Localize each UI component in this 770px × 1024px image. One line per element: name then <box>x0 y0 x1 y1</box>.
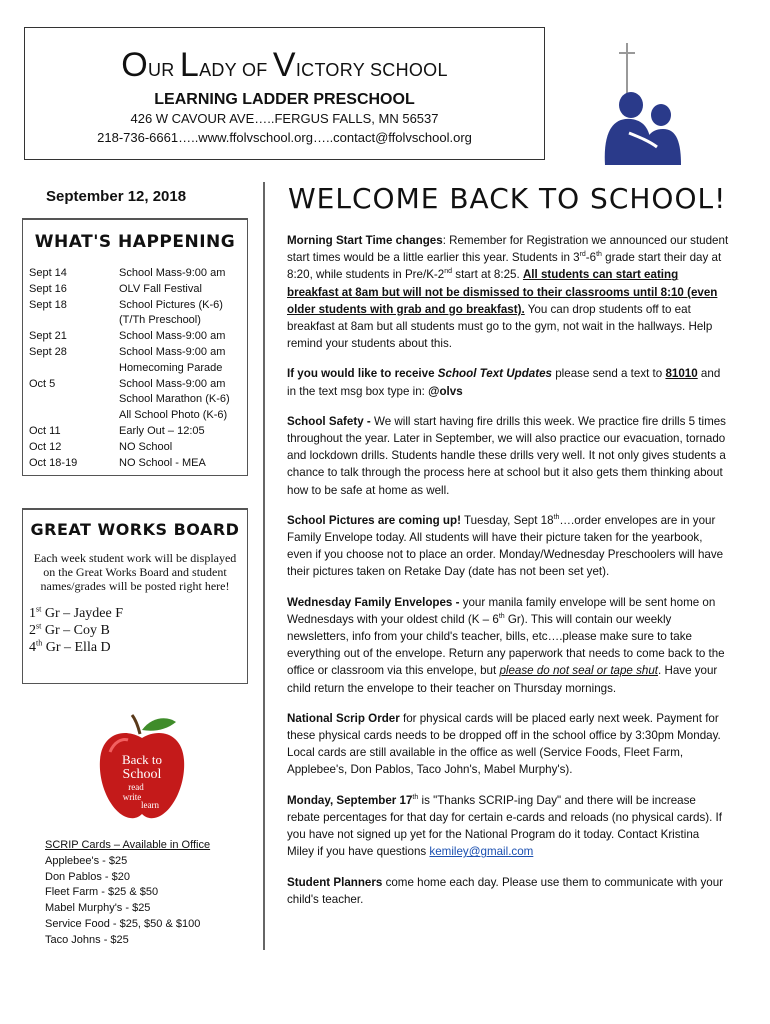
great-works-grades <box>29 605 247 656</box>
scrip-item: Taco Johns - $25 <box>45 933 129 946</box>
great-works-text: Each week student work will be displayed on the Great Works Board and student names/grades will be posted right here! <box>33 551 237 593</box>
event-date: Sept 16 <box>29 282 67 295</box>
event-description: School Mass-9:00 am <box>119 267 226 279</box>
event-date: Oct 12 <box>29 440 62 453</box>
apple-line5: learn <box>141 800 159 810</box>
event-description: School Pictures (K-6) <box>119 298 223 311</box>
school-address: 426 W CAVOUR AVE…..FERGUS FALLS, MN 56537 <box>130 111 439 126</box>
school-name: OUR LADY OF VICTORY SCHOOL <box>121 46 448 84</box>
column-divider <box>263 182 265 950</box>
grade-entry: 4th Gr – Ella D <box>29 638 111 655</box>
event-date <box>29 392 119 408</box>
event-date <box>29 361 119 377</box>
event-description: Early Out – 12:05 <box>119 424 205 437</box>
preschool-name: LEARNING LADDER PRESCHOOL <box>154 91 415 108</box>
great-works-box <box>22 508 248 684</box>
article-pictures: School Pictures are coming up! Tuesday, Sept 18th….order envelopes are in your Family Envelope today. All students will have their picture taken for the yearbook, even if you choose not to place an order. Monday/Wednesday Preschoolers will have their pictures taken on Retake Day (date has not been set yet). <box>287 513 724 579</box>
scrip-item: Fleet Farm - $25 & $50 <box>45 886 159 899</box>
school-logo-icon <box>585 37 685 167</box>
event-date <box>29 408 119 424</box>
events-list <box>29 266 247 471</box>
email-link[interactable]: kemiley@gmail.com <box>429 845 534 859</box>
article-safety: School Safety - We will start having fire drills this week. We practice fire drills 5 times throughout the year. Later in September, we will also practice our evacuation, tornado and lockdown drills. Students handle these drills very well. It not only gives students a chance to talk through the process here at school but it also gets them thinking about how to be safe at home as well. <box>287 414 726 497</box>
event-row <box>29 282 247 298</box>
event-row <box>29 424 247 440</box>
event-description: Homecoming Parade <box>119 361 223 374</box>
event-date: Oct 18-19 <box>29 456 78 469</box>
event-description: All School Photo (K-6) <box>119 409 228 422</box>
event-description: School Mass-9:00 am <box>119 345 226 358</box>
event-description: (T/Th Preschool) <box>119 314 201 327</box>
event-description: School Mass-9:00 am <box>119 377 226 390</box>
event-row <box>29 266 247 282</box>
event-row <box>29 408 247 424</box>
grade-entry: 2st Gr – Coy B <box>29 621 110 638</box>
scrip-item: Mabel Murphy's - $25 <box>45 902 151 915</box>
event-row <box>29 361 247 377</box>
event-row <box>29 377 247 393</box>
apple-line4: write <box>122 792 142 802</box>
apple-back-to-school-icon <box>96 712 188 822</box>
scrip-item: Service Food - $25, $50 & $100 <box>45 917 201 930</box>
article-envelopes: Wednesday Family Envelopes - your manila family envelope will be sent home on Wednesdays with your oldest child (K – 6th Gr). This will contain our weekly newsletters, info from your child's teacher, bills, etc….please make sure to take everything out of the envelope. Return any paperwork that needs to come back to the office or classroom via this envelope, but please do not seal or tape shut. Have your child return the envelope to their teacher on Thursday mornings. <box>287 595 725 695</box>
event-row <box>29 345 247 361</box>
event-date: Oct 11 <box>29 424 61 437</box>
whats-happening-title: WHAT'S HAPPENING <box>34 232 236 252</box>
apple-line2: School <box>122 767 162 782</box>
article-scrip-order: National Scrip Order for physical cards will be placed early next week. Payment for these physical cards needs to be dropped off in the school office by 3:30pm Monday. Local cards are still available in the office as well (Service Foods, Fleet Farm, Applebee's, Don Pablos, Taco John's, Mabel Murphy's). <box>287 711 721 777</box>
scrip-cards-title: SCRIP Cards – Available in Office <box>45 839 211 851</box>
event-date: Oct 5 <box>29 377 56 390</box>
event-date: Sept 28 <box>29 345 67 358</box>
event-date <box>29 313 119 329</box>
main-column <box>287 232 729 921</box>
apple-line3: read <box>128 782 144 792</box>
event-description: School Mass-9:00 am <box>119 330 226 343</box>
apple-line1: Back to <box>121 752 163 767</box>
article-morning: Morning Start Time changes: Remember for Registration we announced our student start times would be a little earlier this year. Students in 3rd-6th grade start their day at 8:20, while students in Pre/K-2nd start at 8:25. All students can start eating breakfast at 8am but will not be dismissed to their classrooms until 8:10 (even older students with grab and go breakfast). You can drop students off to eat breakfast at 8am but all students must go to the gym, not wait in the hallways. Help remind your students about this. <box>287 234 729 351</box>
event-row <box>29 298 247 314</box>
welcome-heading: WELCOME BACK TO SCHOOL! <box>288 182 727 215</box>
event-date: Sept 21 <box>29 330 67 343</box>
scrip-item: Don Pablos - $20 <box>45 870 130 883</box>
grade-entry: 1st Gr – Jaydee F <box>29 604 123 621</box>
event-row <box>29 456 247 472</box>
great-works-title: GREAT WORKS BOARD <box>30 520 240 539</box>
scrip-cards <box>45 838 210 949</box>
article-planners: Student Planners come home each day. Please use them to communicate with your child's teacher. <box>287 875 724 906</box>
event-row <box>29 313 247 329</box>
scrip-item: Applebee's - $25 <box>45 854 128 867</box>
header-box <box>24 27 545 160</box>
school-contact: 218-736-6661…..www.ffolvschool.org…..contact@ffolvschool.org <box>97 130 472 145</box>
event-row <box>29 440 247 456</box>
event-description: School Marathon (K-6) <box>119 393 230 406</box>
article-text-updates: If you would like to receive School Text Updates please send a text to 81010 and in the text msg box type in: @olvs <box>287 367 721 398</box>
event-description: OLV Fall Festival <box>119 282 202 295</box>
event-description: NO School - MEA <box>119 456 206 469</box>
newsletter-date: September 12, 2018 <box>46 188 187 205</box>
event-row <box>29 392 247 408</box>
event-description: NO School <box>119 440 173 453</box>
event-row <box>29 329 247 345</box>
whats-happening-box <box>22 218 248 476</box>
article-monday: Monday, September 17th is "Thanks SCRIP-ing Day" and there will be increase rebate percentages for that day for certain e-cards and reloads (no physical cards). If you have not signed up yet for the National Program do it today. Contact Kristina Miley if you have questions kemiley@gmail.com <box>287 793 722 859</box>
event-date: Sept 18 <box>29 298 67 311</box>
event-date: Sept 14 <box>29 267 67 279</box>
